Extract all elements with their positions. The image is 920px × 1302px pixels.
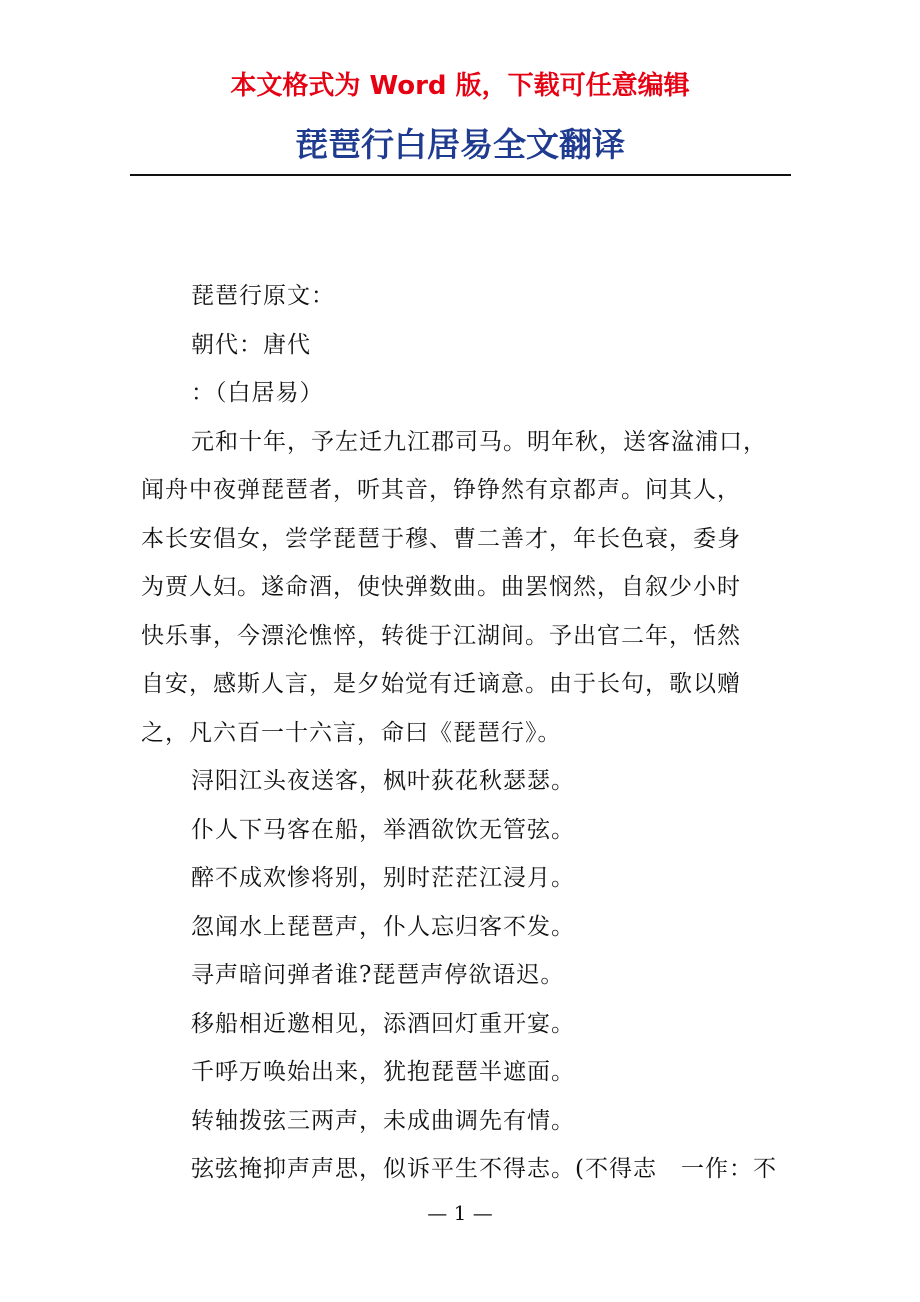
poem-line: 寻声暗问弹者谁?琵琶声停欲语迟。 <box>191 962 565 988</box>
section-heading: 琵琶行原文： <box>191 283 335 309</box>
preface-line: 快乐事，今漂沦憔悴，转徙于江湖间。予出官二年，恬然 <box>141 622 741 649</box>
preface-line: 为贾人妇。遂命酒，使快弹数曲。曲罢悯然，自叙少小时 <box>141 574 741 600</box>
preface-line: 元和十年，予左迁九江郡司马。明年秋，送客湓浦口， <box>191 428 767 455</box>
preface-line: 本长安倡女，尝学琵琶于穆、曹二善才，年长色衰，委身 <box>141 525 741 552</box>
preface-line: 之，凡六百一十六言，命曰《琵琶行》。 <box>141 719 562 746</box>
poem-line: 转轴拨弦三两声，未成曲调先有情。 <box>191 1107 575 1134</box>
author-line: ：（白居易） <box>191 380 324 406</box>
dynasty-line: 朝代：唐代 <box>191 331 311 358</box>
poem-line: 忽闻水上琵琶声，仆人忘归客不发。 <box>191 913 575 940</box>
document-body <box>141 272 785 1194</box>
poem-line: 醉不成欢惨将别，别时茫茫江浸月。 <box>191 865 575 891</box>
poem-line: 弦弦掩抑声声思，似诉平生不得志。(不得志 一作：不 <box>191 1156 777 1182</box>
poem-line: 仆人下马客在船，举酒欲饮无管弦。 <box>191 816 575 843</box>
document-title: 琵琶行白居易全文翻译 <box>295 125 625 164</box>
poem-line: 移船相近邀相见，添酒回灯重开宴。 <box>191 1010 575 1037</box>
preface-line: 闻舟中夜弹琵琶者，听其音，铮铮然有京都声。问其人， <box>141 477 741 503</box>
poem-line: 浔阳江头夜送客，枫叶荻花秋瑟瑟。 <box>191 768 575 794</box>
poem-line: 千呼万唤始出来，犹抱琵琶半遮面。 <box>191 1059 575 1085</box>
preface-line: 自安，感斯人言，是夕始觉有迁谪意。由于长句，歌以赠 <box>141 671 741 697</box>
title-divider <box>130 174 791 176</box>
format-notice: 本文格式为 Word 版，下载可任意编辑 <box>230 71 690 101</box>
page-number: — 1 — <box>427 1201 493 1225</box>
